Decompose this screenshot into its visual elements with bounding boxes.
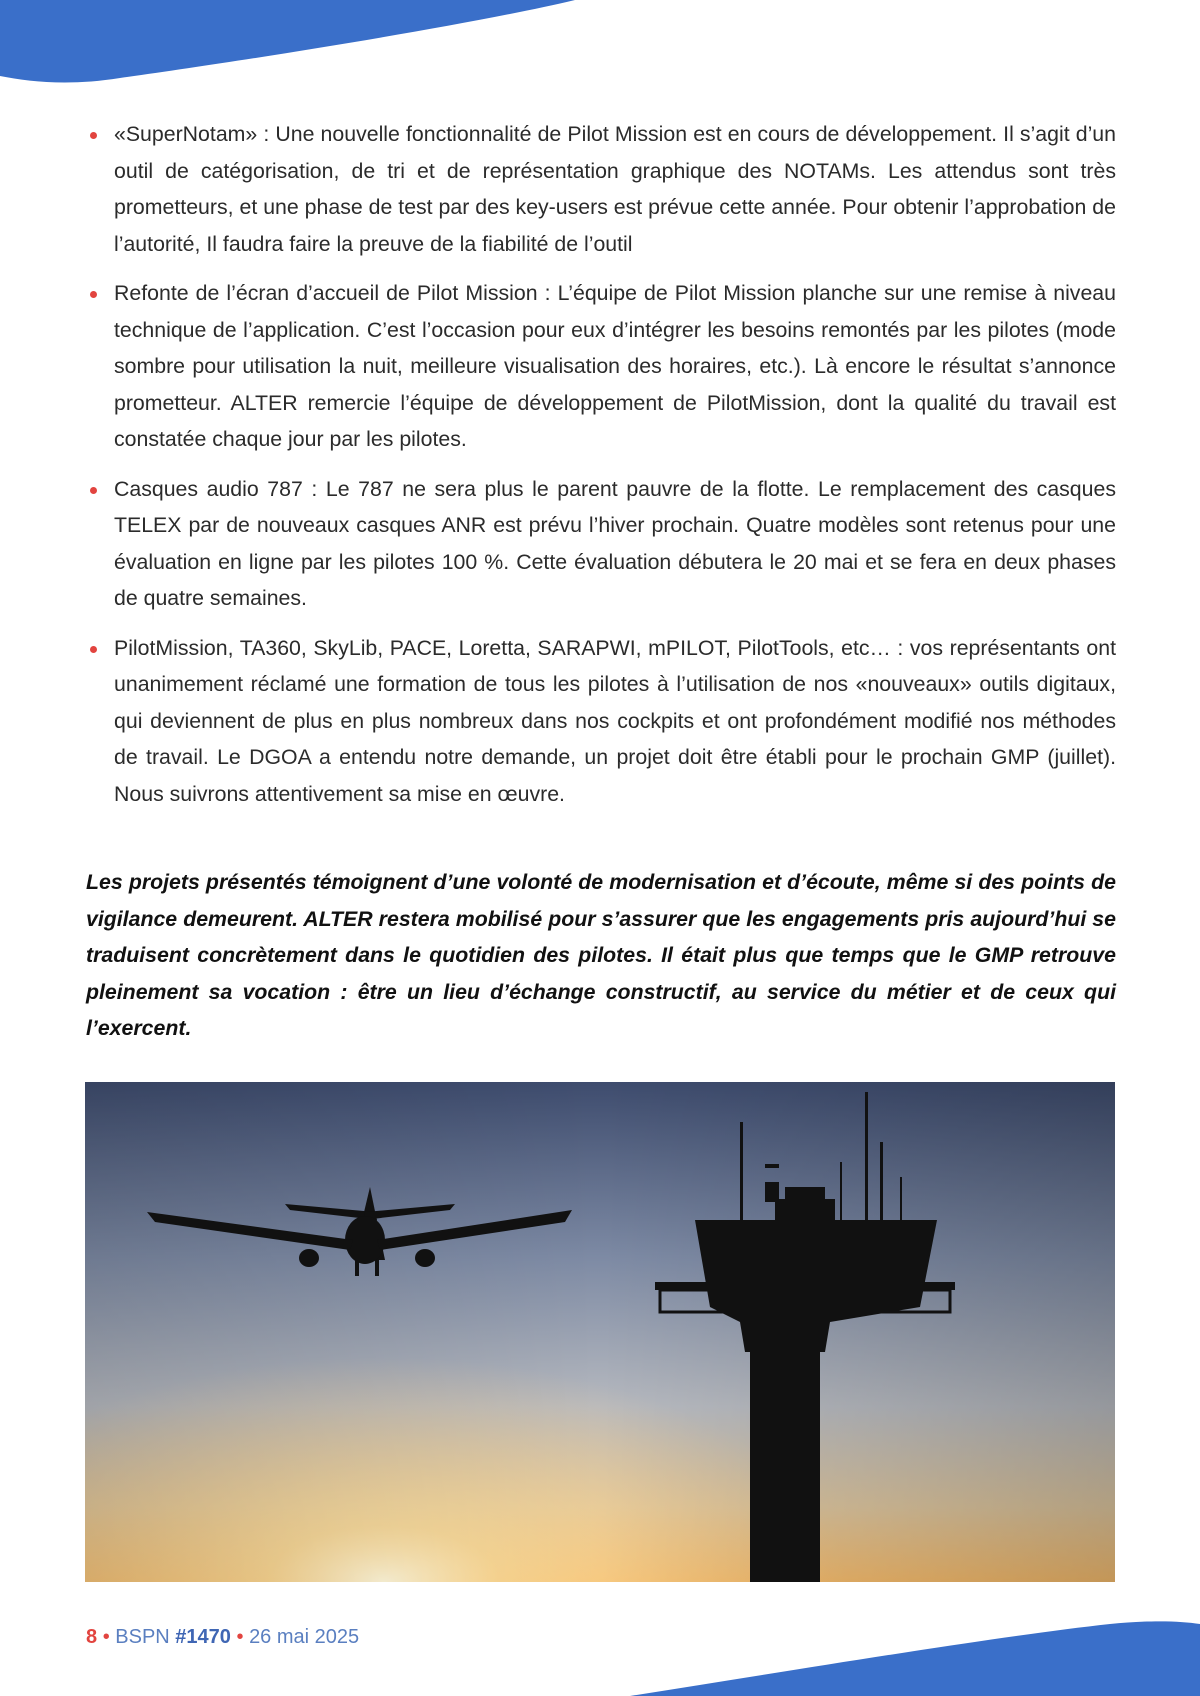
bullet-dot-icon	[90, 646, 97, 653]
footer-separator: •	[102, 1626, 110, 1648]
publication-name: BSPN	[115, 1626, 170, 1648]
conclusion-paragraph: Les projets présentés témoignent d’une volonté de modernisation et d’écoute, même si des points de vigilance demeurent. ALTER restera mobilisé pour s’assurer que les engagements pris aujourd’hui se traduisent concrètement dans le quotidien des pilotes. Il était plus que temps que le GMP retrouve pleinement sa vocation : être un lieu d’échange constructif, au service du métier et de ceux qui l’exercent.	[86, 870, 1116, 1040]
bullet-outils-digitaux	[86, 630, 1116, 813]
bullet-text: Casques audio 787 : Le 787 ne sera plus le parent pauvre de la flotte. Le remplacement des casques TELEX par de nouveaux casques ANR est prévu l’hiver prochain. Quatre modèles sont retenus pour une évaluation en ligne par les pilotes 100 %. Cette évaluation débutera le 20 mai et se fera en deux phases de quatre semaines.	[114, 476, 1116, 610]
bullet-dot-icon	[90, 291, 97, 298]
publication-date: 26 mai 2025	[249, 1626, 360, 1648]
bottom-wave-decoration	[0, 1606, 1200, 1696]
bullet-dot-icon	[90, 132, 97, 139]
bullet-refonte-pilot-mission	[86, 275, 1116, 458]
bullet-text: «SuperNotam» : Une nouvelle fonctionnalité de Pilot Mission est en cours de développement. Il s’agit d’un outil de catégorisation, de tri et de représentation graphique des NOTAMs. Les attendus sont très prometteurs, et une phase de test par des key-users est prévue cette année. Pour obtenir l’approbation de l’autorité, Il faudra faire la preuve de la fiabilité de l’outil	[114, 122, 1116, 256]
airplane-control-tower-photo	[85, 1082, 1115, 1582]
bullet-casques-787	[86, 471, 1116, 617]
footer-separator: •	[236, 1626, 244, 1648]
bullet-text: PilotMission, TA360, SkyLib, PACE, Loretta, SARAPWI, mPILOT, PilotTools, etc… : vos représentants ont unanimement réclamé une formation de tous les pilotes à l’utilisation de nos «nouveaux» outils digitaux, qui deviennent de plus en plus nombreux dans nos cockpits et ont profondément modifié nos méthodes de travail. Le DGOA a entendu notre demande, un projet doit être établi pour le prochain GMP (juillet). Nous suivrons attentivement sa mise en œuvre.	[114, 635, 1116, 806]
issue-number: #1470	[175, 1626, 231, 1648]
page-number: 8	[86, 1626, 98, 1648]
bullet-text: Refonte de l’écran d’accueil de Pilot Mission : L’équipe de Pilot Mission planche sur une remise à niveau technique de l’application. C’est l’occasion pour eux d’intégrer les besoins remontés par les pilotes (mode sombre pour utilisation la nuit, meilleure visualisation des horaires, etc.). Là encore le résultat s’annonce prometteur. ALTER remercie l’équipe de développement de PilotMission, dont la qualité du travail est constatée chaque jour par les pilotes.	[114, 281, 1116, 451]
top-wave-decoration	[0, 0, 1200, 90]
bullet-dot-icon	[90, 487, 97, 494]
page-footer	[86, 1626, 359, 1649]
bullet-list	[86, 116, 1116, 825]
bullet-supernotam	[86, 116, 1116, 262]
